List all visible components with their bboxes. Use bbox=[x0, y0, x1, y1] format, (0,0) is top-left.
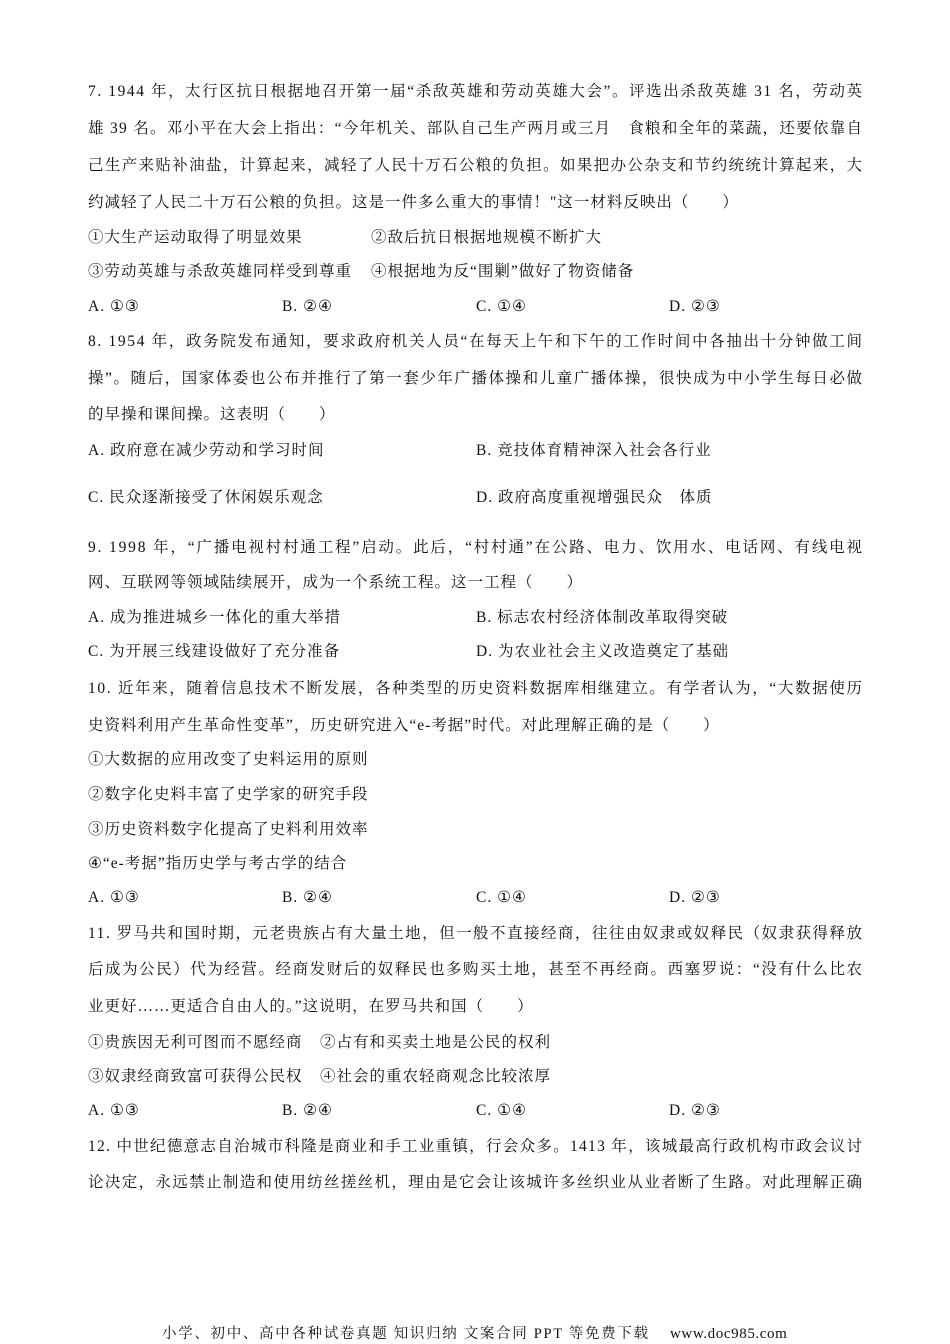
q7-option-b: B. ②④ bbox=[282, 298, 333, 315]
q9-options-row-2 bbox=[88, 641, 862, 663]
q9-option-d: D. 为农业社会主义改造奠定了基础 bbox=[476, 643, 729, 660]
q7-stem-line-4: 约减轻了人民二十万石公粮的负担。这是一件多么重大的事情！"这一材料反映出（ ） bbox=[88, 194, 739, 211]
q9-stem-line-1: 9. 1998 年，“广播电视村村通工程”启动。此后，“村村通”在公路、电力、饮用水、电话网、有线电视 bbox=[88, 539, 864, 556]
q8-option-d: D. 政府高度重视增强民众 体质 bbox=[476, 489, 713, 506]
q8-stem-line-1: 8. 1954 年，政务院发布通知，要求政府机关人员“在每天上午和下午的工作时间中各抽出十分钟做工间 bbox=[88, 333, 864, 350]
q11-options-row bbox=[88, 1100, 862, 1122]
footer-url: www.doc985.com bbox=[670, 1326, 788, 1342]
q10-option-d: D. ②③ bbox=[669, 889, 721, 906]
q8-option-a: A. 政府意在减少劳动和学习时间 bbox=[88, 442, 325, 459]
q12-stem-line-1: 12. 中世纪德意志自治城市科隆是商业和手工业重镇，行会众多。1413 年，该城最高行政机构市政会议讨 bbox=[88, 1138, 864, 1155]
q9-option-a: A. 成为推进城乡一体化的重大举措 bbox=[88, 609, 341, 626]
q11-option-d: D. ②③ bbox=[669, 1102, 721, 1119]
footer-promo-text: 小学、初中、高中各种试卷真题 知识归纳 文案合同 PPT 等免费下载 bbox=[162, 1326, 650, 1342]
q9-options-row-1 bbox=[88, 607, 862, 629]
q11-option-b: B. ②④ bbox=[282, 1102, 333, 1119]
q11-statement-2: ②占有和买卖土地是公民的权利 bbox=[320, 1034, 552, 1051]
q7-statement-row-2 bbox=[88, 261, 862, 283]
q11-stem-line-1: 11. 罗马共和国时期，元老贵族占有大量土地，但一般不直接经商，往往由奴隶或奴释民（奴隶获得释放 bbox=[88, 925, 864, 942]
q10-option-c: C. ①④ bbox=[476, 889, 527, 906]
q8-options-row-2 bbox=[88, 487, 862, 509]
q10-option-a: A. ①③ bbox=[88, 889, 140, 906]
q11-statement-4: ④社会的重农轻商观念比较浓厚 bbox=[320, 1068, 552, 1085]
q10-statement-3: ③历史资料数字化提高了史料利用效率 bbox=[88, 821, 369, 838]
q8-option-b: B. 竞技体育精神深入社会各行业 bbox=[476, 442, 712, 459]
q8-stem-line-3: 的早操和课间操。这表明（ ） bbox=[88, 406, 336, 423]
q10-option-b: B. ②④ bbox=[282, 889, 333, 906]
q10-statement-4: ④“e-考据”指历史学与考古学的结合 bbox=[88, 855, 348, 872]
q8-option-c: C. 民众逐渐接受了休闲娱乐观念 bbox=[88, 489, 324, 506]
q7-statement-3: ③劳动英雄与杀敌英雄同样受到尊重 bbox=[88, 263, 353, 280]
q7-option-a: A. ①③ bbox=[88, 298, 140, 315]
q12-stem-line-2: 论决定，永远禁止制造和使用纺丝搓丝机，理由是它会让该城许多丝织业从业者断了生路。对此理解正确 bbox=[88, 1174, 864, 1191]
q7-stem-line-3: 己生产来贴补油盐，计算起来，减轻了人民十万石公粮的负担。如果把办公杂支和节约统统计算起来，大 bbox=[88, 157, 864, 174]
q10-stem-line-2: 史资料利用产生革命性变革”，历史研究进入“e-考据”时代。对此理解正确的是（ ） bbox=[88, 717, 720, 734]
q10-stem-line-1: 10. 近年来，随着信息技术不断发展，各种类型的历史资料数据库相继建立。有学者认为，“大数据使历 bbox=[88, 680, 864, 697]
q7-statement-row-1 bbox=[88, 227, 862, 249]
q11-statement-3: ③奴隶经商致富可获得公民权 bbox=[88, 1068, 303, 1085]
q7-statement-1: ①大生产运动取得了明显效果 bbox=[88, 229, 303, 246]
q8-stem-line-2: 操”。随后，国家体委也公布并推行了第一套少年广播体操和儿童广播体操，很快成为中小学生每日必做 bbox=[88, 370, 864, 387]
q7-stem-line-2: 雄 39 名。邓小平在大会上指出：“今年机关、部队自己生产两月或三月 食粮和全年的菜蔬，还要依靠自 bbox=[88, 120, 864, 137]
q11-option-c: C. ①④ bbox=[476, 1102, 527, 1119]
q11-statement-1: ①贵族因无利可图而不愿经商 bbox=[88, 1034, 303, 1051]
q9-option-c: C. 为开展三线建设做好了充分准备 bbox=[88, 643, 341, 660]
q9-option-b: B. 标志农村经济体制改革取得突破 bbox=[476, 609, 729, 626]
q11-stem-line-2: 后成为公民）代为经营。经商发财后的奴释民也多购买土地，甚至不再经商。西塞罗说：“没有什么比农 bbox=[88, 961, 864, 978]
q10-statement-2: ②数字化史料丰富了史学家的研究手段 bbox=[88, 786, 369, 803]
q7-option-c: C. ①④ bbox=[476, 298, 527, 315]
q11-statement-row-1 bbox=[88, 1032, 862, 1054]
q7-statement-4: ④根据地为反“围剿”做好了物资储备 bbox=[371, 263, 635, 280]
q11-stem-line-3: 业更好……更适合自由人的。”这说明，在罗马共和国（ ） bbox=[88, 998, 534, 1015]
q11-statement-row-2 bbox=[88, 1066, 862, 1088]
q10-options-row bbox=[88, 887, 862, 909]
q7-stem-line-1: 7. 1944 年，太行区抗日根据地召开第一届“杀敌英雄和劳动英雄大会”。评选出杀敌英雄 31 名，劳动英 bbox=[88, 83, 864, 100]
q9-stem-line-2: 网、互联网等领域陆续展开，成为一个系统工程。这一工程（ ） bbox=[88, 574, 584, 591]
q10-statement-1: ①大数据的应用改变了史料运用的原则 bbox=[88, 751, 369, 768]
q11-option-a: A. ①③ bbox=[88, 1102, 140, 1119]
q8-options-row-1 bbox=[88, 440, 862, 462]
q7-statement-2: ②敌后抗日根据地规模不断扩大 bbox=[371, 229, 603, 246]
q7-option-d: D. ②③ bbox=[669, 298, 721, 315]
q7-options-row bbox=[88, 296, 862, 318]
